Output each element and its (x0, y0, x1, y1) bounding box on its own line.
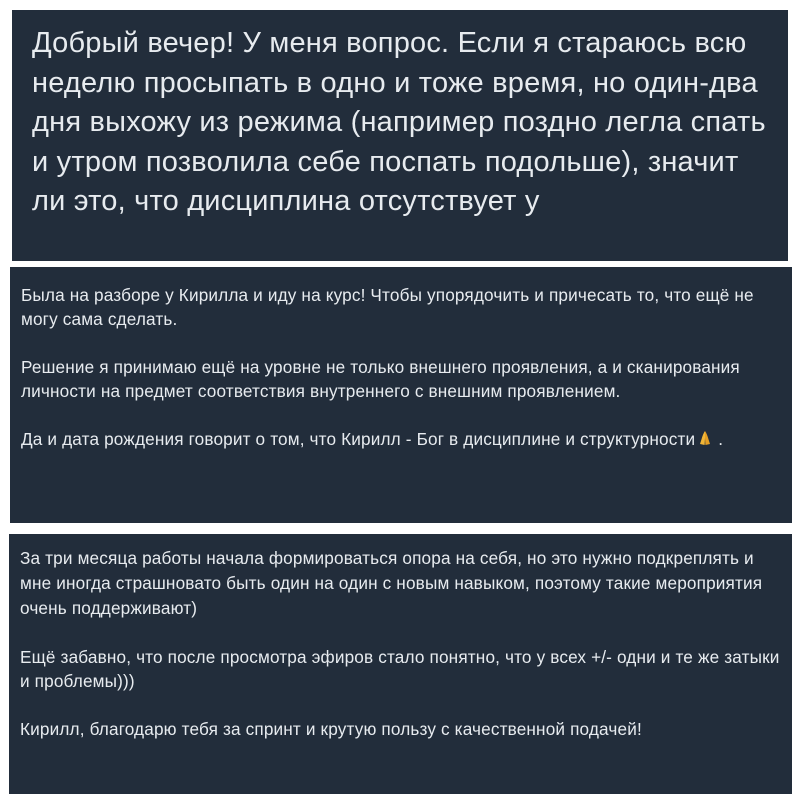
message-screenshot-1 (12, 10, 788, 261)
message-text: Добрый вечер! У меня вопрос. Если я стараюсь всю неделю просыпать в одно и тоже время, но один-два дня выхожу из режима (например поздно легла спать и утром позволила себе поспать подольше), значит ли это, что дисциплина отсутствует у (32, 27, 766, 217)
praying-hands-icon (697, 430, 713, 446)
message-paragraph-last (21, 427, 780, 451)
trailing-punctuation: . (718, 429, 724, 449)
message-paragraph: Была на разборе у Кирилла и иду на курс! Чтобы упорядочить и причесать то, что ещё не могу сама сделать. (21, 285, 754, 329)
message-screenshot-3 (9, 534, 792, 794)
message-paragraph-text: Да и дата рождения говорит о том, что Кирилл - Бог в дисциплине и структурности (21, 429, 696, 449)
message-screenshot-2 (10, 267, 792, 523)
message-paragraph: Кирилл, благодарю тебя за спринт и крутую пользу с качественной подачей! (20, 719, 642, 739)
message-paragraph: За три месяца работы начала формироваться опора на себя, но это нужно подкреплять и мне иногда страшновато быть один на один с новым навыком, поэтому такие мероприятия очень поддерживают) (20, 548, 763, 618)
message-paragraph: Решение я принимаю ещё на уровне не только внешнего проявления, а и сканирования личности на предмет соответствия внутреннего с внешним проявлением. (21, 357, 740, 401)
message-paragraph: Ещё забавно, что после просмотра эфиров стало понятно, что у всех +/- одни и те же затыки и проблемы))) (20, 647, 780, 691)
